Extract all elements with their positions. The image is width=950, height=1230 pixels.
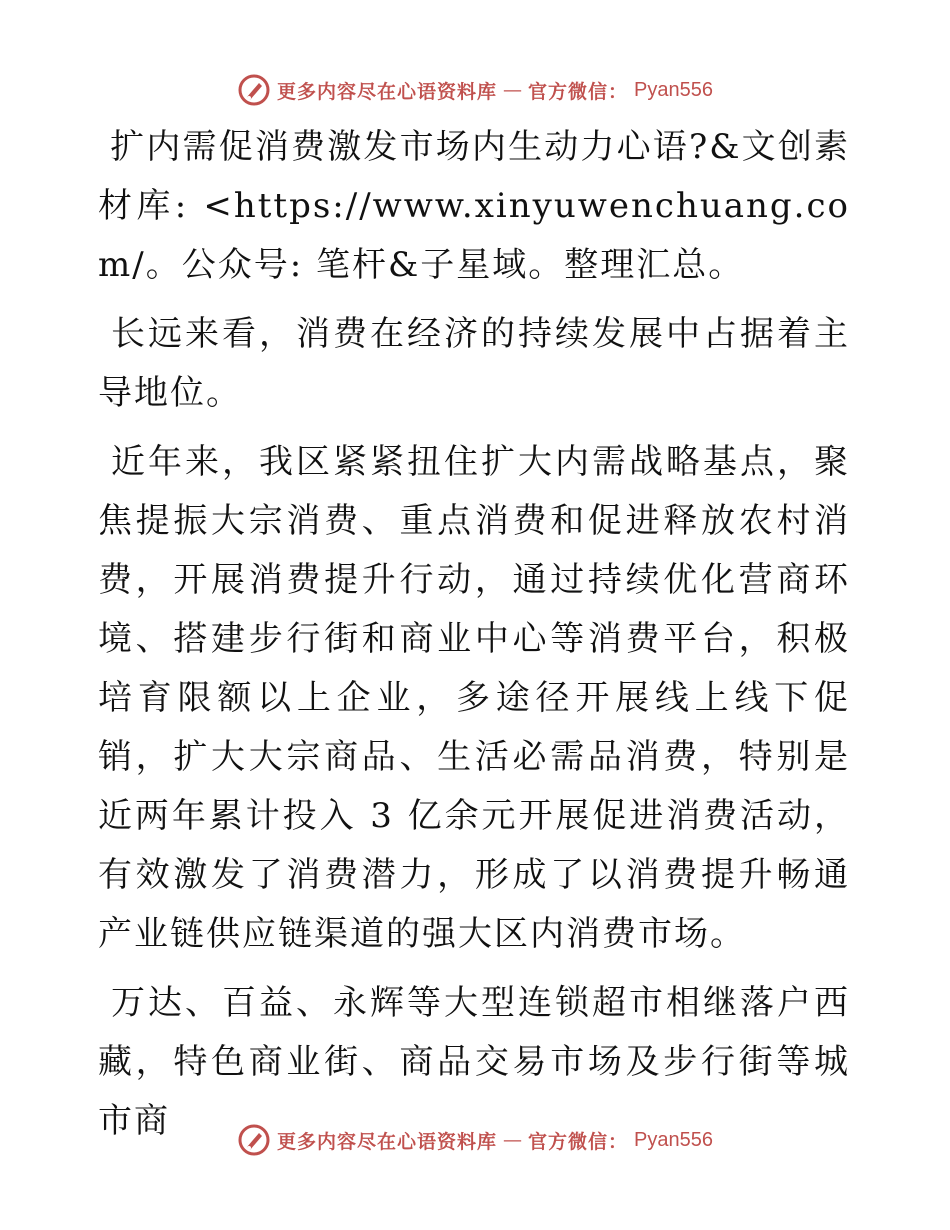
footer-banner-wechat-label: 官方微信： [528, 1130, 629, 1153]
pen-nib-logo-icon [237, 1123, 271, 1157]
footer-banner [0, 1120, 950, 1160]
footer-banner-handle: Pyan556 [634, 1128, 713, 1151]
paragraph-4-text: 万达、百益、永辉等大型连锁超市相继落户西藏，特色商业街、商品交易市场及步行街等城市商 [98, 983, 850, 1141]
paragraph-1 [98, 118, 850, 295]
header-banner [0, 70, 950, 110]
banner-separator: — [503, 79, 523, 101]
document-body [98, 118, 850, 1161]
banner-wechat-label: 官方微信： [528, 80, 629, 103]
footer-banner-title: 更多内容尽在心语资料库 [277, 1130, 498, 1153]
footer-banner-separator: — [503, 1129, 523, 1151]
paragraph-2 [98, 305, 850, 423]
paragraph-3 [98, 433, 850, 964]
paragraph-1-text: 扩内需促消费激发市场内生动力心语?&文创素材库: <https://www.xinyuwenchuang.com/。公众号: 笔杆&子星域。整理汇总。 [98, 127, 850, 285]
banner-handle: Pyan556 [634, 78, 713, 101]
pen-nib-logo-icon [237, 73, 271, 107]
paragraph-2-text: 长远来看，消费在经济的持续发展中占据着主导地位。 [98, 314, 850, 413]
paragraph-3-text: 近年来，我区紧紧扭住扩大内需战略基点，聚焦提振大宗消费、重点消费和促进释放农村消费，开展消费提升行动，通过持续优化营商环境、搭建步行街和商业中心等消费平台，积极培育限额以上企业，多途径开展线上线下促销，扩大大宗商品、生活必需品消费，特别是近两年累计投入 3 亿余元开展促进消费活动，有效激发了消费潜力，形成了以消费提升畅通产业链供应链渠道的强大区内消费市场。 [98, 442, 850, 954]
banner-title: 更多内容尽在心语资料库 [277, 80, 498, 103]
